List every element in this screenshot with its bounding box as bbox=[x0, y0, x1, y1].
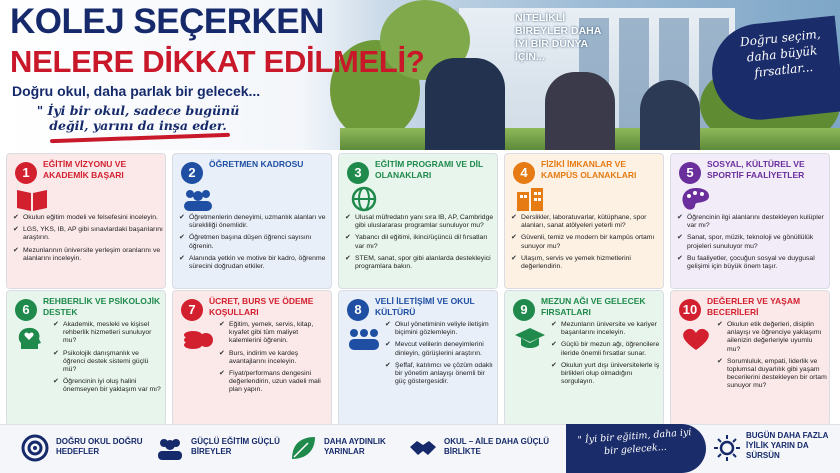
tip-card-item: ✔ Güçlü bir mezun ağı, öğrencilere ileride önemli fırsatlar sunar. bbox=[551, 341, 661, 357]
footer-item-label: GÜÇLÜ EĞİTİM GÜÇLÜ BİREYLER bbox=[191, 437, 280, 456]
tip-card-item: ✔ Okul yönetiminin veliyle iletişim biçimini gözlemleyin. bbox=[385, 321, 495, 337]
tip-card-6 bbox=[6, 290, 166, 426]
tip-card-title: FİZİKİ İMKANLAR VE KAMPÜS OLANAKLARI bbox=[541, 159, 637, 180]
globe-icon bbox=[347, 186, 381, 212]
page-title: KOLEJ SEÇERKEN bbox=[10, 2, 324, 41]
tip-card-2 bbox=[172, 153, 332, 289]
tip-card-number: 10 bbox=[679, 299, 701, 321]
footer-item-label: OKUL – AİLE DAHA GÜÇLÜ BİRLİKTE bbox=[444, 437, 550, 456]
tip-card-item: ✔ Güvenli, temiz ve modern bir kampüs ortamı sunuyor mu? bbox=[511, 234, 661, 250]
footer-bar bbox=[0, 424, 840, 473]
tip-card-title: ÜCRET, BURS VE ÖDEME KOŞULLARI bbox=[209, 296, 314, 317]
tip-card-item: ✔ Okulun eğitim modeli ve felsefesini inceleyin. bbox=[13, 214, 163, 222]
tip-card-item: ✔ Mezunlarının üniversite yerleşim oranlarını ve alanlarını inceleyin. bbox=[13, 247, 163, 263]
handshake-icon bbox=[408, 433, 438, 463]
tip-card-number: 3 bbox=[347, 162, 369, 184]
tip-card-list bbox=[13, 214, 163, 267]
tip-card-list bbox=[219, 321, 329, 399]
tip-card-3 bbox=[338, 153, 498, 289]
footer-item-label: BUGÜN DAHA FAZLA İYİLİK YARIN DA SÜRSÜN bbox=[746, 431, 829, 460]
tip-card-number: 8 bbox=[347, 299, 369, 321]
tip-card-list bbox=[551, 321, 661, 390]
tip-card-item: ✔ Ulusal müfredatın yanı sıra IB, AP, Cambridge gibi uluslararası programlar sunuluyor mu? bbox=[345, 214, 495, 230]
tip-card-list bbox=[179, 214, 329, 275]
student-image bbox=[640, 80, 700, 150]
footer-item-label: DOĞRU OKUL DOĞRU HEDEFLER bbox=[56, 437, 143, 456]
tip-card-item: ✔ Sorumluluk, empati, liderlik ve toplumsal duyarlılık gibi yaşam becerilerini destekleyen bir ortam sunuyor mu? bbox=[717, 358, 827, 391]
footer-item-label: DAHA AYDINLIK YARINLAR bbox=[324, 437, 386, 456]
hero-section bbox=[0, 0, 840, 150]
tip-card-9 bbox=[504, 290, 664, 426]
tip-card-title: DEĞERLER VE YAŞAM BECERİLERİ bbox=[707, 296, 801, 317]
tip-card-item: ✔ STEM, sanat, spor gibi alanlarda destekleyici programlara bakın. bbox=[345, 255, 495, 271]
palette-icon bbox=[679, 186, 713, 212]
tip-card-title: EĞİTİM PROGRAMI VE DİL OLANAKLARI bbox=[375, 159, 483, 180]
sun-icon bbox=[712, 433, 742, 463]
tip-card-number: 6 bbox=[15, 299, 37, 321]
tip-card-number: 5 bbox=[679, 162, 701, 184]
student-image bbox=[545, 72, 615, 150]
tip-card-item: ✔ Öğretmenlerin deneyimi, uzmanlık alanları ve sürekliliği önemlidir. bbox=[179, 214, 329, 230]
footer-banner-text: " İyi bir eğitim, daha iyi bir gelecek... bbox=[577, 427, 692, 458]
tip-card-item: ✔ Burs, indirim ve kardeş avantajlarını inceleyin. bbox=[219, 350, 329, 366]
tip-card-5 bbox=[670, 153, 830, 289]
tip-card-list bbox=[53, 321, 163, 399]
tip-card-item: ✔ Bu faaliyetler, çocuğun sosyal ve duygusal gelişimi için büyük önem taşır. bbox=[677, 255, 827, 271]
head-heart-icon bbox=[15, 325, 49, 351]
target-icon bbox=[20, 433, 50, 463]
group-icon bbox=[155, 433, 185, 463]
page-subtitle: Doğru okul, daha parlak bir gelecek... bbox=[12, 83, 261, 99]
tip-card-1 bbox=[6, 153, 166, 289]
tip-card-item: ✔ Yabancı dil eğitimi, ikinci/üçüncü dil fırsatları var mı? bbox=[345, 234, 495, 250]
header-quote: " İyi bir okul, sadece bugünü değil, yarını da inşa eder. bbox=[36, 103, 240, 133]
tip-card-item: ✔ Öğretmen başına düşen öğrenci sayısını öğrenin. bbox=[179, 234, 329, 250]
tip-card-10 bbox=[670, 290, 830, 426]
tip-card-list bbox=[385, 321, 495, 390]
coins-icon bbox=[181, 325, 215, 351]
student-image bbox=[425, 58, 505, 150]
tip-card-item: ✔ Okulun yurt dışı üniversitelerle iş birlikleri olup olmadığını sorgulayın. bbox=[551, 362, 661, 387]
tip-card-item: ✔ LGS, YKS, IB, AP gibi sınavlardaki başarılarını araştırın. bbox=[13, 226, 163, 242]
tip-card-title: EĞİTİM VİZYONU VE AKADEMİK BAŞARI bbox=[43, 159, 127, 180]
tip-card-item: ✔ Ulaşım, servis ve yemek hizmetlerini değerlendirin. bbox=[511, 255, 661, 271]
tip-card-item: ✔ Öğrencinin iyi oluş halini önemseyen bir yaklaşım var mı? bbox=[53, 378, 163, 394]
leaf-icon bbox=[288, 433, 318, 463]
family-icon bbox=[347, 325, 381, 351]
people-icon bbox=[181, 186, 215, 212]
tip-card-list bbox=[717, 321, 827, 395]
building-sign: NİTELİKLİ BİREYLER DAHA İYİ BİR DÜNYA İÇİN... bbox=[515, 12, 601, 63]
tip-card-number: 9 bbox=[513, 299, 535, 321]
tip-card-item: ✔ Alanında yetkin ve motive bir kadro, öğrenme sürecini doğrudan etkiler. bbox=[179, 255, 329, 271]
tip-card-title: VELİ İLETİŞİMİ VE OKUL KÜLTÜRÜ bbox=[375, 296, 475, 317]
tip-card-number: 2 bbox=[181, 162, 203, 184]
tip-card-item: ✔ Öğrencinin ilgi alanlarını destekleyen kulüpler var mı? bbox=[677, 214, 827, 230]
building-icon bbox=[513, 186, 547, 212]
tip-card-title: MEZUN AĞI VE GELECEK FIRSATLARI bbox=[541, 296, 646, 317]
tip-card-7 bbox=[172, 290, 332, 426]
book-icon bbox=[15, 186, 49, 212]
tip-card-number: 1 bbox=[15, 162, 37, 184]
tip-card-number: 4 bbox=[513, 162, 535, 184]
heart-icon bbox=[679, 325, 713, 351]
quote-underline bbox=[50, 133, 230, 143]
tip-card-title: SOSYAL, KÜLTÜREL VE SPORTİF FAALİYETLER bbox=[707, 159, 805, 180]
tip-card-list bbox=[677, 214, 827, 275]
tip-card-list bbox=[511, 214, 661, 275]
tip-card-8 bbox=[338, 290, 498, 426]
tip-card-item: ✔ Psikolojik danışmanlık ve öğrenci destek sistemi güçlü mü? bbox=[53, 350, 163, 375]
tip-card-item: ✔ Okulun etik değerleri, disiplin anlayışı ve öğrenciye yaklaşımı ailenizin değerleriyle uyumlu mu? bbox=[717, 321, 827, 354]
tip-card-item: ✔ Sanat, spor, müzik, teknoloji ve gönüllülük projeleri sunuluyor mu? bbox=[677, 234, 827, 250]
tip-card-item: ✔ Şeffaf, katılımcı ve çözüm odaklı bir yönetim anlayışı önemli bir güç göstergesidir. bbox=[385, 362, 495, 387]
tip-card-item: ✔ Fiyat/performans dengesini değerlendirin, uzun vadeli mali plan yapın. bbox=[219, 370, 329, 395]
page-title-question: NELERE DİKKAT EDİLMELİ? bbox=[10, 44, 425, 79]
header-banner-text: Doğru seçim, daha büyük fırsatlar... bbox=[739, 26, 822, 80]
tip-card-number: 7 bbox=[181, 299, 203, 321]
tip-card-item: ✔ Eğitim, yemek, servis, kitap, kıyafet gibi tüm maliyet kalemlerini öğrenin. bbox=[219, 321, 329, 346]
graduation-cap-icon bbox=[513, 325, 547, 351]
tip-card-title: ÖĞRETMEN KADROSU bbox=[209, 159, 304, 169]
tip-card-item: ✔ Derslikler, laboratuvarlar, kütüphane, spor alanları, sanat atölyeleri yeterli mi? bbox=[511, 214, 661, 230]
tip-card-item: ✔ Mezunların üniversite ve kariyer başarılarını inceleyin. bbox=[551, 321, 661, 337]
tip-card-list bbox=[345, 214, 495, 275]
tip-card-item: ✔ Mevcut velilerin deneyimlerini dinleyin, görüşlerini araştırın. bbox=[385, 341, 495, 357]
tip-card-item: ✔ Akademik, mesleki ve kişisel rehberlik hizmetleri sunuluyor mu? bbox=[53, 321, 163, 346]
tip-card-4 bbox=[504, 153, 664, 289]
tip-card-title: REHBERLİK VE PSİKOLOJİK DESTEK bbox=[43, 296, 161, 317]
